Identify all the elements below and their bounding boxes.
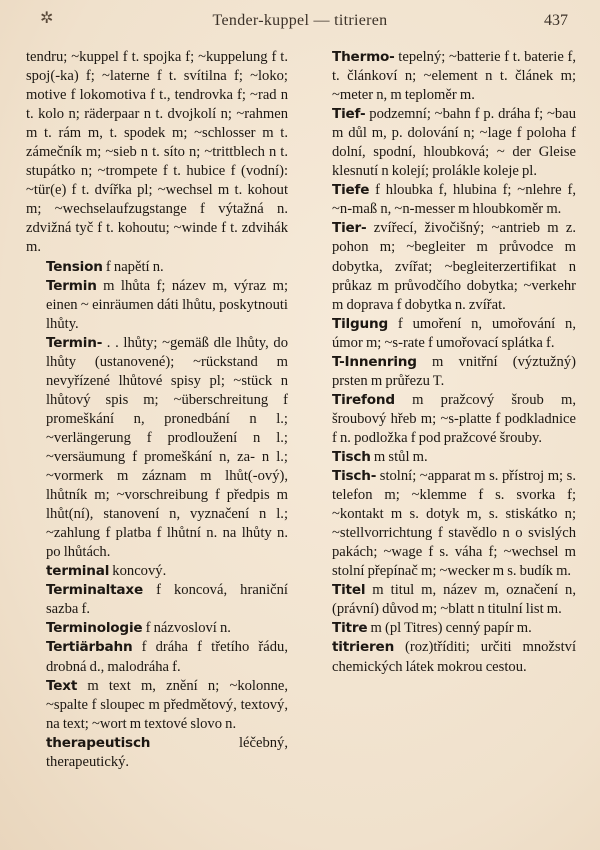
entry-text: m vnitřní (výztužný) prsten m průřezu T. (332, 353, 576, 389)
entry-headword: Tier- (332, 220, 367, 237)
entry-text: podzemní; ~bahn f p. dráha f; ~bau m důl m, p. dolování n; ~lage f poloha f dolní, spodní, hloubková; ~ der Gleise klesnutí n kolejí; prolákle koleje pl. (332, 106, 576, 180)
right-column (312, 48, 576, 677)
entry (312, 581, 576, 619)
entry (26, 48, 288, 258)
entry-text: f hloubka f, hlubina f; ~nlehre f, ~n-maß n, ~n-messer m hloubkoměr m. (332, 182, 576, 218)
entry-text: léčebný, therapeutický. (46, 734, 288, 770)
entry-text: f názvosloví n. (142, 620, 231, 637)
entry-text: m lhůta f; název m, výraz m; einen ~ einräumen dáti lhůtu, poskytnouti lhůty. (46, 277, 288, 332)
entry-text: (roz)tříditi; určiti množství chemických látek mokrou cestou. (332, 639, 576, 675)
entry (26, 619, 288, 638)
entry (312, 467, 576, 581)
entry (312, 315, 576, 353)
entry-text: . . lhůty; ~gemäß dle lhůty, do lhůty (ustanovené); ~rückstand m nevyřízené lhůtové spisy pl; ~stück n lhůtový spis m; ~überschreitung f promeškání n, pronedbání n l.; ~verlängerung f prodloužení n l.; ~versäumung f promeškání n, za- n l.; ~vormerk m záznam m lhůt(-ový), lhůtník m; ~vorschreibung f předpis m lhůt(ní), stanovení n, vyznačení n l.; ~zahlung f platba f lhůtní n. na lhůty n. po lhůtách. (46, 334, 288, 561)
entry (312, 105, 576, 181)
entry-headword: Tief- (332, 106, 366, 123)
entry-headword: Thermo- (332, 49, 395, 65)
entry-text: tepelný; ~batterie f t. baterie f, t. článkoví n; ~element n t. článek m; ~meter n, m teploměr m. (332, 49, 576, 104)
entry-headword: therapeutisch (46, 734, 151, 751)
page-number: 437 (544, 12, 568, 29)
entry-text: f dráha f třetího řádu, drobná d., malodráha f. (46, 639, 288, 675)
entry-text: m stůl m. (370, 448, 428, 465)
entry-text: m pražcový šroub m, šroubový hřeb m; ~s-platte f podkladnice f n. podložka f pod pražcové šrouby. (332, 391, 576, 446)
entry-headword: titrieren (332, 639, 395, 656)
left-column (26, 48, 288, 772)
entry-headword: terminal (46, 563, 110, 580)
entry-headword: Tisch- (332, 468, 377, 485)
entry (312, 619, 576, 638)
entry (26, 734, 288, 772)
entry-headword: Tilgung (332, 315, 389, 332)
running-header (0, 6, 600, 36)
entry (312, 391, 576, 448)
entry-headword: Titel (332, 582, 366, 599)
entry-text: stolní; ~apparat m s. přístroj m; s. telefon m; ~klemme f s. svorka f; ~kontakt m s. dotyk m, s. stiskátko n; ~stellvorrichtung f stavědlo n o svislých pakách; ~wage f s. váha f; ~wechsel m stolní přepínač m; ~wecker m s. budík m. (332, 468, 576, 580)
entry (312, 181, 576, 219)
entry (26, 562, 288, 581)
asterisk-ornament-icon: ✲ (40, 10, 54, 27)
header-title: Tender-kuppel — titrieren (212, 12, 388, 29)
entry (312, 448, 576, 467)
entry-headword: Text (46, 677, 78, 694)
entry-headword: Tirefond (332, 391, 395, 408)
entry-headword: Terminologie (46, 620, 143, 637)
entry-text: m (pl Titres) cenný papír m. (367, 620, 532, 637)
entry-text: f koncová, hraniční sazba f. (46, 582, 288, 618)
entry (312, 353, 576, 391)
entry-headword: Tisch (332, 448, 371, 465)
entry-headword: Tension (46, 258, 103, 275)
entry (26, 638, 288, 676)
entry-headword: Termin (46, 277, 97, 294)
entry (26, 677, 288, 734)
entry-headword: Titre (332, 620, 368, 637)
entry (312, 638, 576, 676)
entry (312, 48, 576, 105)
entry-text: m text m, znění n; ~kolonne, ~spalte f sloupec m předmětový, textový, na text; ~wort m textové slovo n. (46, 677, 288, 732)
entry-text: tendru; ~kuppel f t. spojka f; ~kuppelung f t. spoj(-ka) f; ~laterne f t. svítilna f; ~loko; motive f lokomotiva f t., tendrovka f; ~rad n t. kolo n; räderpaar n t. dvojkolí n; ~rahmen m t. rám m, t. spodek m; ~schlosser m t. zámečník m; ~sieb n t. síto n; ~trittblech n t. stupátko n; ~trompete f t. hubice f (vodní): ~tür(e) f t. dvířka pl; ~wechsel m t. kohout m; ~wechselaufzugstange f výtažná n. zdvižná tyč f t. kohoutu; ~winde f t. zdvihák m. (26, 49, 288, 256)
entry (312, 219, 576, 314)
entry-headword: Terminaltaxe (46, 582, 143, 599)
entry (26, 277, 288, 334)
entry-headword: Tiefe (332, 182, 370, 199)
entry-text: f napětí n. (102, 258, 164, 275)
entry-text: koncový. (109, 563, 167, 580)
entry-headword: Tertiärbahn (46, 639, 133, 656)
entry-text: f umoření n, umořování n, úmor m; ~s-rate f umořovací splátka f. (332, 315, 576, 351)
entry-headword: T-Innenring (332, 353, 417, 370)
entry (26, 258, 288, 277)
entry-headword: Termin- (46, 334, 103, 351)
entry (26, 581, 288, 619)
entry-text: m titul m, název m, označení n, (právní) důvod m; ~blatt n titulní list m. (332, 582, 576, 618)
entry (26, 334, 288, 563)
entry-text: zvířecí, živočišný; ~antrieb m z. pohon m; ~begleiter m průvodce m dobytka, zvířat; ~begleiterzertifikat n průkaz m průvodčího dobytka; ~verkehr m doprava f dobytka n. zvířat. (332, 220, 576, 313)
